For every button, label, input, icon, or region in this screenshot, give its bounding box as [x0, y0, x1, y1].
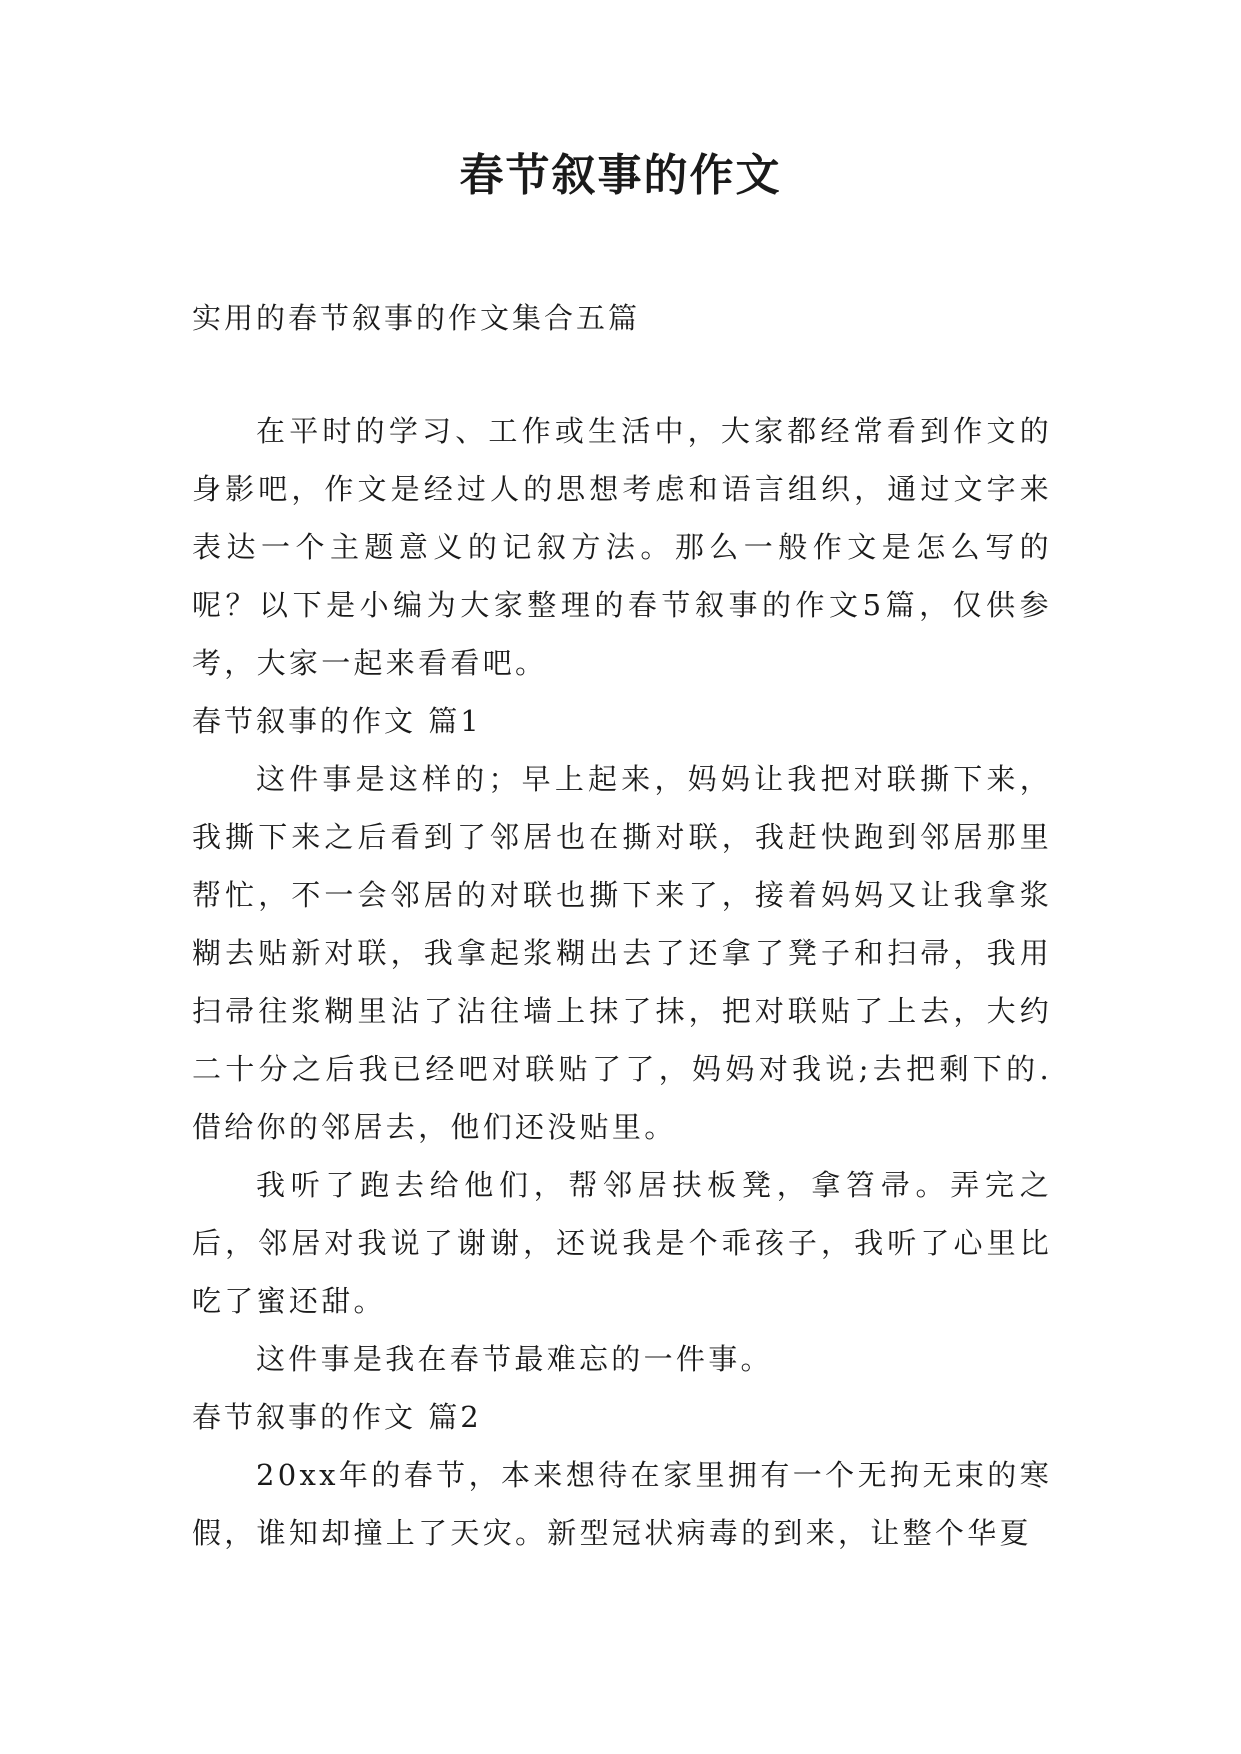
document-subtitle: 实用的春节叙事的作文集合五篇 — [192, 301, 641, 335]
section-1-paragraph-3: 这件事是我在春节最难忘的一件事。 — [256, 1342, 773, 1376]
intro-paragraph: 在平时的学习、工作或生活中，大家都经常看到作文的身影吧，作文是经过人的思想考虑和语言组织，通过文字来表达一个主题意义的记叙方法。那么一般作文是怎么写的呢？以下是小编为大家整理的春节叙事的作文5篇，仅供参考，大家一起来看看吧。 — [192, 414, 1052, 680]
document-title: 春节叙事的作文 — [459, 150, 782, 201]
section-1-paragraph-1: 这件事是这样的；早上起来，妈妈让我把对联撕下来，我撕下来之后看到了邻居也在撕对联，我赶快跑到邻居那里帮忙，不一会邻居的对联也撕下来了，接着妈妈又让我拿浆糊去贴新对联，我拿起浆糊出去了还拿了凳子和扫帚，我用扫帚往浆糊里沾了沾往墙上抹了抹，把对联贴了上去，大约二十分之后我已经吧对联贴了了，妈妈对我说;去把剩下的.借给你的邻居去，他们还没贴里。 — [192, 762, 1052, 1144]
section-2-paragraph-1: 20xx年的春节，本来想待在家里拥有一个无拘无束的寒假，谁知却撞上了天灾。新型冠状病毒的到来，让整个华夏 — [192, 1458, 1052, 1550]
section-heading-1: 春节叙事的作文 篇1 — [192, 704, 482, 738]
section-heading-2: 春节叙事的作文 篇2 — [192, 1400, 482, 1434]
document-body — [192, 290, 1052, 1562]
section-1-paragraph-2: 我听了跑去给他们，帮邻居扶板凳，拿笤帚。弄完之后，邻居对我说了谢谢，还说我是个乖孩子，我听了心里比吃了蜜还甜。 — [192, 1168, 1052, 1318]
